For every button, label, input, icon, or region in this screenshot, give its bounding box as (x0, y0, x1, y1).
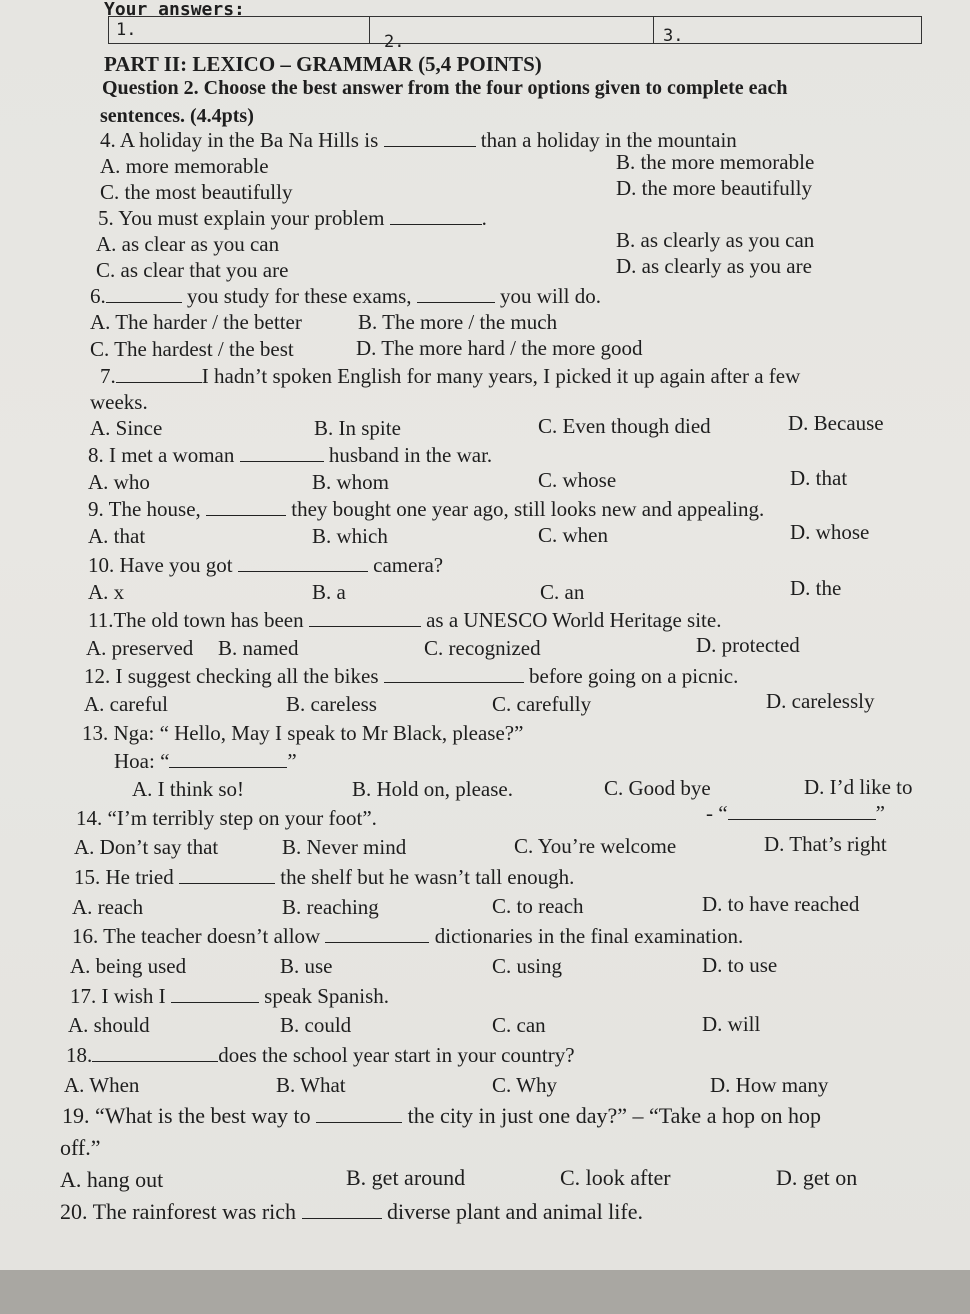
q8-option-c: C. whose (538, 468, 617, 492)
q14-response-line: - “ ” (706, 801, 885, 825)
q17-option-c: C. can (492, 1013, 546, 1037)
q6-option-c: C. The hardest / the best (90, 337, 294, 361)
q16-stem: 16. The teacher doesn’t allow dictionaries in the final examination. (72, 924, 744, 948)
q11-blank (309, 610, 421, 627)
q8-option-d: D. that (790, 466, 848, 490)
q8-option-a: A. who (88, 470, 150, 494)
q19-option-b: B. get around (346, 1165, 466, 1190)
q7-option-a: A. Since (90, 416, 163, 440)
q20-blank (302, 1202, 382, 1219)
q18-option-a: A. When (64, 1073, 140, 1097)
question-title-line2: sentences. (4.4pts) (100, 105, 254, 127)
q15-option-c: C. to reach (492, 894, 584, 918)
answer-cell-3: 3. (663, 26, 684, 46)
q15-option-a: A. reach (72, 895, 144, 919)
q10-stem: 10. Have you got camera? (88, 553, 444, 577)
q6-option-d: D. The more hard / the more good (356, 336, 643, 360)
q5-option-d: D. as clearly as you are (616, 254, 812, 278)
q14-option-a: A. Don’t say that (74, 835, 219, 859)
q18-option-d: D. How many (710, 1073, 829, 1097)
q14-option-b: B. Never mind (282, 835, 407, 859)
q4-option-a: A. more memorable (100, 154, 269, 178)
q4-option-b: B. the more memorable (616, 150, 815, 174)
q8-option-b: B. whom (312, 470, 390, 494)
q7-option-b: B. In spite (314, 416, 401, 440)
q5-option-c: C. as clear that you are (96, 258, 289, 282)
q4-option-d: D. the more beautifully (616, 176, 812, 200)
q12-blank (384, 666, 524, 683)
q19-option-d: D. get on (776, 1165, 858, 1190)
q10-blank (238, 555, 368, 572)
q4-blank (384, 130, 476, 147)
answer-divider (653, 17, 654, 43)
answers-heading: Your answers: (104, 0, 245, 20)
q12-option-c: C. carefully (492, 692, 592, 716)
q8-stem: 8. I met a woman husband in the war. (88, 443, 493, 467)
q14-stem: 14. “I’m terribly step on your foot”. (76, 806, 377, 830)
q13-option-d: D. I’d like to (804, 775, 913, 799)
q6-blank-2 (417, 286, 495, 303)
q15-blank (179, 867, 275, 884)
q11-option-d: D. protected (696, 633, 800, 657)
q18-blank (92, 1045, 218, 1062)
q5-stem: 5. You must explain your problem . (98, 206, 487, 230)
q17-option-d: D. will (702, 1012, 761, 1036)
q17-option-b: B. could (280, 1013, 352, 1037)
q15-option-b: B. reaching (282, 895, 379, 919)
answer-cell-1: 1. (116, 20, 137, 40)
q6-blank-1 (106, 286, 182, 303)
q16-option-d: D. to use (702, 953, 778, 977)
q16-option-b: B. use (280, 954, 333, 978)
q7-stem: 7. I hadn’t spoken English for many years, I picked it up again after a few (100, 364, 801, 388)
q18-option-b: B. What (276, 1073, 346, 1097)
q13-option-b: B. Hold on, please. (352, 777, 513, 801)
q14-option-c: C. You’re welcome (514, 834, 677, 858)
q10-option-a: A. x (88, 580, 125, 604)
q6-option-a: A. The harder / the better (90, 310, 302, 334)
q18-stem: 18. does the school year start in your country? (66, 1043, 575, 1067)
q10-option-d: D. the (790, 576, 842, 600)
q7-option-c: C. Even though died (538, 414, 711, 438)
q15-option-d: D. to have reached (702, 892, 860, 916)
q19-option-c: C. look after (560, 1165, 671, 1190)
q16-blank (325, 926, 429, 943)
q6-option-b: B. The more / the much (358, 310, 558, 334)
q13-hoa-line: Hoa: “ ” (114, 749, 297, 773)
q9-option-b: B. which (312, 524, 388, 548)
q9-option-a: A. that (88, 524, 146, 548)
q11-option-b: B. named (218, 636, 299, 660)
q19-stem-cont: off.” (60, 1135, 101, 1160)
answer-divider (369, 17, 370, 43)
part-title: PART II: LEXICO – GRAMMAR (5,4 POINTS) (104, 52, 542, 76)
q7-stem-cont: weeks. (90, 390, 148, 414)
q16-option-a: A. being used (70, 954, 187, 978)
q6-stem: 6. you study for these exams, you will do. (90, 284, 601, 308)
q17-blank (171, 986, 259, 1003)
q7-blank (116, 366, 202, 383)
q9-option-c: C. when (538, 523, 608, 547)
q14-blank (728, 803, 876, 820)
q17-stem: 17. I wish I speak Spanish. (70, 984, 389, 1008)
q13-option-a: A. I think so! (132, 777, 244, 801)
q14-option-d: D. That’s right (764, 832, 887, 856)
q16-option-c: C. using (492, 954, 563, 978)
q5-option-b: B. as clearly as you can (616, 228, 815, 252)
q19-option-a: A. hang out (60, 1167, 164, 1192)
q9-option-d: D. whose (790, 520, 870, 544)
q11-option-a: A. preserved (86, 636, 194, 660)
q9-stem: 9. The house, they bought one year ago, still looks new and appealing. (88, 497, 765, 521)
q5-blank (390, 208, 482, 225)
question-title-line1: Question 2. Choose the best answer from the four options given to complete each (102, 77, 788, 99)
q19-blank (316, 1106, 402, 1123)
q18-option-c: C. Why (492, 1073, 557, 1097)
q12-option-b: B. careless (286, 692, 377, 716)
q12-option-a: A. careful (84, 692, 168, 716)
q4-stem: 4. A holiday in the Ba Na Hills is than a holiday in the mountain (100, 128, 737, 152)
q10-option-c: C. an (540, 580, 585, 604)
q10-option-b: B. a (312, 580, 346, 604)
q4-option-c: C. the most beautifully (100, 180, 293, 204)
q13-blank (169, 751, 287, 768)
answer-grid (108, 16, 922, 44)
q12-option-d: D. carelessly (766, 689, 875, 713)
q12-stem: 12. I suggest checking all the bikes before going on a picnic. (84, 664, 739, 688)
answer-cell-2: 2. (384, 32, 405, 52)
q7-option-d: D. Because (788, 411, 884, 435)
q11-stem: 11.The old town has been as a UNESCO World Heritage site. (88, 608, 722, 632)
q8-blank (240, 445, 324, 462)
q17-option-a: A. should (68, 1013, 150, 1037)
q15-stem: 15. He tried the shelf but he wasn’t tall enough. (74, 865, 575, 889)
q5-option-a: A. as clear as you can (96, 232, 280, 256)
q11-option-c: C. recognized (424, 636, 541, 660)
q13-option-c: C. Good bye (604, 776, 711, 800)
table-surface (0, 1270, 970, 1314)
q20-stem: 20. The rainforest was rich diverse plant and animal life. (60, 1199, 643, 1224)
q13-stem: 13. Nga: “ Hello, May I speak to Mr Black, please?” (82, 721, 524, 745)
q9-blank (206, 499, 286, 516)
q19-stem: 19. “What is the best way to the city in just one day?” – “Take a hop on hop (62, 1103, 821, 1128)
